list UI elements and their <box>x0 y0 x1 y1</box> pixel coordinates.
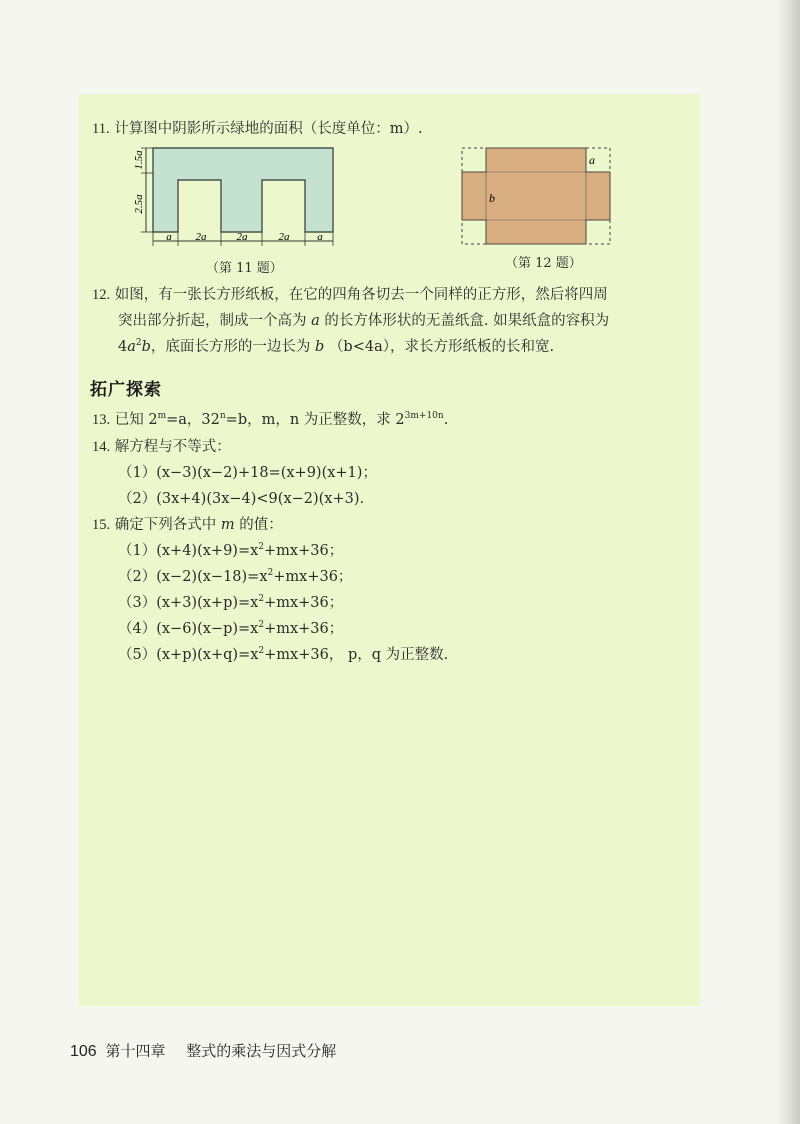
problem-15-item-2-lhs: （2）(x−2)(x−18)=x <box>118 569 268 585</box>
problem-13-exp-final: 3m+10n <box>404 411 444 421</box>
problem-15-var-m: m <box>220 517 235 533</box>
problem-12-text-2b: 的长方体形状的无盖纸盒. 如果纸盒的容积为 <box>324 313 610 329</box>
problem-14-number: 14. <box>92 439 111 455</box>
problem-15-item-2-exp: 2 <box>267 568 274 578</box>
problem-15-item-4 <box>118 619 343 639</box>
problem-15-item-3-rhs: +mx+36； <box>264 595 344 611</box>
label-width-2: 2a <box>195 231 207 243</box>
label-width-4: 2a <box>278 231 290 243</box>
problem-15-item-4-exp: 2 <box>258 620 265 630</box>
problem-11-unit: m <box>389 121 404 137</box>
problem-12-text-end: ，求长方形纸板的长和宽. <box>390 339 555 355</box>
problem-11-number: 11. <box>92 121 110 137</box>
problem-11-text: 计算图中阴影所示绿地的面积（长度单位： <box>114 121 390 137</box>
chapter-title: 整式的乘法与因式分解 <box>186 1042 337 1060</box>
page-number: 106 <box>70 1043 97 1060</box>
problem-12-number: 12. <box>92 287 111 303</box>
page-footer <box>70 1040 336 1061</box>
problem-15-item-4-lhs: （4）(x−6)(x−p)=x <box>118 621 259 637</box>
problem-15-item-1-lhs: （1）(x+4)(x+9)=x <box>118 543 259 559</box>
problem-15-item-3-exp: 2 <box>258 594 265 604</box>
figure-12-caption: （第 12 题） <box>505 256 582 271</box>
label-width-5: a <box>317 231 323 243</box>
problem-15-item-1-rhs: +mx+36； <box>264 543 344 559</box>
problem-13-text-end: . <box>443 412 449 428</box>
problem-12-coef: 4 <box>118 339 128 355</box>
figure-11-green-area <box>153 148 333 232</box>
problem-13-exp-n: n <box>219 411 226 421</box>
problem-13-text-c: =b，m，n 为正整数，求 2 <box>225 412 405 428</box>
problem-15-item-3-lhs: （3）(x+3)(x+p)=x <box>118 595 259 611</box>
problem-13-text-a: 已知 2 <box>114 412 158 428</box>
label-width-1: a <box>166 231 172 243</box>
problem-12-exp: 2 <box>135 338 142 348</box>
label-height-bottom: 2.5a <box>133 194 145 214</box>
figure-11-caption: （第 11 题） <box>206 261 283 276</box>
problem-15-number: 15. <box>92 517 111 533</box>
problem-11 <box>92 119 423 139</box>
problem-15-title-a: 确定下列各式中 <box>114 517 217 533</box>
problem-15-item-2 <box>118 567 352 587</box>
label-height-top: 1.5a <box>133 150 145 170</box>
figure-12-cross-shape <box>462 148 610 244</box>
problem-15-title-b: 的值： <box>239 517 283 533</box>
problem-15-item-5-exp: 2 <box>258 646 265 656</box>
problem-15-item-5-rhs: +mx+36， <box>264 647 344 663</box>
problem-12-var-a2: a <box>127 339 136 355</box>
problem-13-number: 13. <box>92 412 111 428</box>
problem-15 <box>92 515 283 535</box>
problem-14-item-1: （1）(x−3)(x−2)+18=(x+9)(x+1)； <box>118 465 377 481</box>
problem-14 <box>92 437 231 457</box>
chapter-label: 第十四章 <box>105 1042 166 1060</box>
section-title: 拓广探索 <box>90 380 162 400</box>
label-width-3: 2a <box>236 231 248 243</box>
problem-15-item-1 <box>118 541 343 561</box>
page-edge <box>778 0 800 1124</box>
problem-15-item-5-tail: p，q 为正整数. <box>347 647 449 663</box>
problem-15-item-3 <box>118 593 343 613</box>
problem-14-item-2: （2）(3x+4)(3x−4)<9(x−2)(x+3). <box>118 491 365 507</box>
problem-12-line-2 <box>118 311 609 331</box>
problem-13-text-b: =a，32 <box>166 412 220 428</box>
problem-15-item-2-rhs: +mx+36； <box>273 569 353 585</box>
problem-12-text-1: 如图，有一张长方形纸板，在它的四角各切去一个同样的正方形，然后将四周 <box>114 287 608 303</box>
problem-12-line-3 <box>118 337 554 357</box>
problem-12-var-b2: b <box>315 339 325 355</box>
label-b: b <box>489 191 495 205</box>
problem-12-line-1 <box>92 285 608 305</box>
problem-12-var-b: b <box>141 339 151 355</box>
problem-12-condition: （b<4a） <box>328 339 390 355</box>
problem-12-text-3: ，底面长方形的一边长为 <box>150 339 311 355</box>
problem-13 <box>92 410 448 430</box>
figure-12 <box>458 146 618 248</box>
label-a: a <box>589 153 595 167</box>
problem-13-exp-m: m <box>157 411 167 421</box>
problem-11-text-end: ）. <box>403 121 423 137</box>
problem-15-item-5-lhs: （5）(x+p)(x+q)=x <box>118 647 259 663</box>
figure-11 <box>125 140 345 258</box>
problem-15-item-4-rhs: +mx+36； <box>264 621 344 637</box>
problem-14-title: 解方程与不等式： <box>114 439 231 455</box>
problem-12-var-a: a <box>311 313 320 329</box>
problem-15-item-1-exp: 2 <box>258 542 265 552</box>
problem-12-text-2a: 突出部分折起，制成一个高为 <box>118 313 307 329</box>
problem-15-item-5 <box>118 645 448 665</box>
